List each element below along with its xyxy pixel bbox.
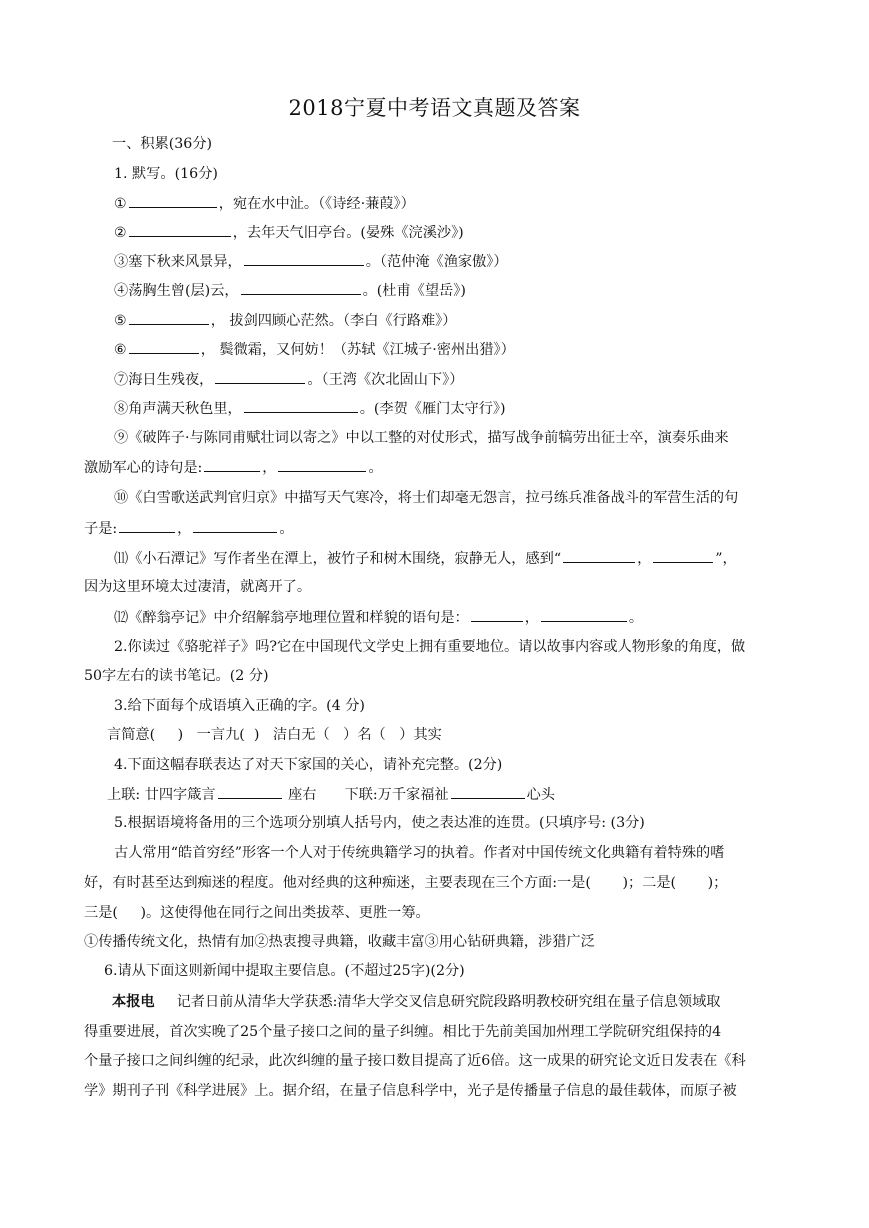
- item-text: ，宛在水中沚。（《诗经·蒹葭》）: [218, 196, 415, 212]
- item-text: 子是:: [84, 521, 118, 537]
- item-text: ”，: [715, 551, 737, 567]
- comma: ，: [524, 610, 539, 626]
- item-number: ⑥: [114, 342, 127, 358]
- answer-blank[interactable]: [129, 193, 217, 208]
- couplet-lower: 下联:万千家福祉: [344, 787, 449, 803]
- period: 。: [628, 610, 644, 626]
- question-5-options: ①传播传统文化，热情有加②热衷搜寻典籍，收藏丰富③用心钻研典籍，涉猎广泛: [84, 934, 595, 950]
- item-text: ⑦海日生残夜，: [114, 372, 214, 388]
- answer-blank[interactable]: [215, 369, 305, 384]
- answer-blank[interactable]: [129, 310, 209, 325]
- item-text: ， 鬓微霜，又何妨！（苏轼《江城子·密州出猎》）: [200, 342, 515, 358]
- item-text: ⑿《醉翁亭记》中介绍解翁亭地理位置和样貌的语句是：: [114, 610, 469, 626]
- period: 。: [368, 460, 383, 476]
- answer-blank[interactable]: [241, 280, 361, 295]
- dictation-line-3: [114, 251, 508, 272]
- news-line-4: 学》期刊子刊《科学进展》上。据介绍，在量子信息科学中，光子是传播量子信息的最佳载体，而原子被: [84, 1083, 737, 1099]
- question-6-heading: 6.请从下面这则新闻中提取主要信息。(不超过25字)(2分): [104, 963, 465, 979]
- answer-blank[interactable]: [278, 457, 366, 472]
- news-text: 记者日前从清华大学获悉:清华大学交叉信息研究院段路明教校研究组在量子信息领域取: [176, 994, 721, 1010]
- answer-blank[interactable]: [218, 784, 282, 799]
- comma: ，: [177, 521, 192, 537]
- comma: ，: [637, 551, 652, 567]
- question-2-line-2: 50字左右的读书笔记。(2 分): [84, 668, 269, 684]
- comma: ，: [262, 460, 277, 476]
- question-1-heading: 1. 默写。(16分): [114, 166, 218, 182]
- question-4-couplet: [107, 784, 555, 805]
- dictation-line-9-part-2: [84, 457, 383, 478]
- item-text: ④荡胸生曾(层)云，: [114, 283, 239, 299]
- section-heading: 一、积累(36分): [112, 136, 213, 152]
- dictation-line-10-part-2: [84, 518, 294, 539]
- dictation-line-11-part-1: [114, 548, 737, 569]
- item-number: ①: [114, 196, 127, 212]
- answer-blank[interactable]: [204, 457, 260, 472]
- question-4-heading: 4.下面这幅春联表达了对天下家国的关心，请补充完整。(2分): [114, 757, 503, 773]
- question-2-line-1: 2.你读过《骆驼祥子》吗?它在中国现代文学史上拥有重要地位。请以故事内容或人物形象的角度，做: [114, 639, 746, 655]
- news-line-3: 个量子接口之间纠缠的纪录，此次纠缠的量子接口数目提高了近6倍。这一成果的研究论文近日发表在《科: [84, 1053, 746, 1069]
- answer-blank[interactable]: [653, 548, 713, 563]
- item-text: ⑧角声满天秋色里，: [114, 401, 242, 417]
- question-5-heading: 5.根据语境将备用的三个选项分别填人括号内，使之表达准的连贯。(只填序号: (3分): [114, 815, 645, 831]
- news-line-2: 得重要进展，首次实晚了25个量子接口之间的量子纠缠。相比于先前美国加州理工学院研究组保持的4: [84, 1024, 722, 1040]
- dictation-line-4: [114, 280, 466, 301]
- answer-blank[interactable]: [471, 607, 523, 622]
- question-5-passage-1: 古人常用“皓首穷经”形客一个人对于传统典籍学习的执着。作者对中国传统文化典籍有着特殊的嗜: [114, 845, 725, 861]
- dictation-line-10-part-1: ⑩《白雪歌送武判官归京》中描写天气寒冷，将士们却毫无怨言，拉弓练兵准备战斗的军营生活的句: [114, 490, 739, 506]
- item-number: ⑤: [114, 313, 127, 329]
- page-title: 2018宁夏中考语文真题及答案: [288, 96, 581, 120]
- answer-blank[interactable]: [119, 518, 175, 533]
- news-lead: 本报电: [112, 994, 155, 1010]
- item-text: 。(杜甫《望岳》): [362, 283, 466, 299]
- item-text: 。（王湾《次北固山下》）: [307, 372, 464, 388]
- answer-blank[interactable]: [129, 222, 231, 237]
- news-line-1: [112, 992, 721, 1012]
- item-text: ③塞下秋来风景异，: [114, 254, 242, 270]
- answer-blank[interactable]: [563, 548, 635, 563]
- dictation-line-6: [114, 339, 515, 360]
- dictation-line-12: [114, 607, 643, 628]
- dictation-line-7: [114, 369, 463, 390]
- item-text: 激励军心的诗句是:: [84, 460, 203, 476]
- item-text: 。（范仲淹《渔家傲》）: [365, 254, 508, 270]
- answer-blank[interactable]: [541, 607, 627, 622]
- period: 。: [279, 521, 294, 537]
- answer-blank[interactable]: [193, 518, 277, 533]
- dictation-line-2: [114, 222, 464, 243]
- item-text: ，去年天气旧亭台。(晏殊《浣溪沙》): [232, 225, 464, 241]
- item-text: ⑾《小石潭记》写作者坐在潭上，被竹子和树木围绕，寂静无人，感到“: [114, 551, 562, 567]
- question-3-idioms: 言简意( ) 一言九( ) 洁白无（ ）名（ ）其实: [107, 727, 442, 743]
- answer-blank[interactable]: [129, 339, 199, 354]
- item-text: 。(李贺《雁门太守行》): [359, 401, 506, 417]
- dictation-line-8: [114, 398, 506, 419]
- question-3-heading: 3.给下面每个成语填入正确的字。(4 分): [114, 698, 365, 714]
- dictation-line-11-part-2: 因为这里环境太过凄清，就离开了。: [84, 579, 312, 595]
- question-5-passage-2: 好，有时甚至达到痴迷的程度。他对经典的这种痴迷，主要表现在三个方面:一是( )；二是( )；: [84, 875, 728, 891]
- dictation-line-1: [114, 193, 415, 214]
- answer-blank[interactable]: [244, 398, 358, 413]
- couplet-lower-end: 心头: [526, 787, 555, 803]
- answer-blank[interactable]: [244, 251, 364, 266]
- question-5-passage-3: 三是( )。这使得他在同行之间出类拔萃、更胜一筹。: [84, 905, 430, 921]
- answer-blank[interactable]: [451, 784, 525, 799]
- item-number: ②: [114, 225, 127, 241]
- dictation-line-9-part-1: ⑨《破阵子·与陈同甫赋壮词以寄之》中以工整的对仗形式，描写战争前犒劳出征士卒，演奏乐曲来: [114, 430, 729, 446]
- couplet-upper: 上联: 廿四字箴言: [107, 787, 216, 803]
- dictation-line-5: [114, 310, 456, 331]
- couplet-upper-end: 座右: [283, 787, 317, 803]
- item-text: ， 拔剑四顾心茫然。（李白《行路难》）: [210, 313, 457, 329]
